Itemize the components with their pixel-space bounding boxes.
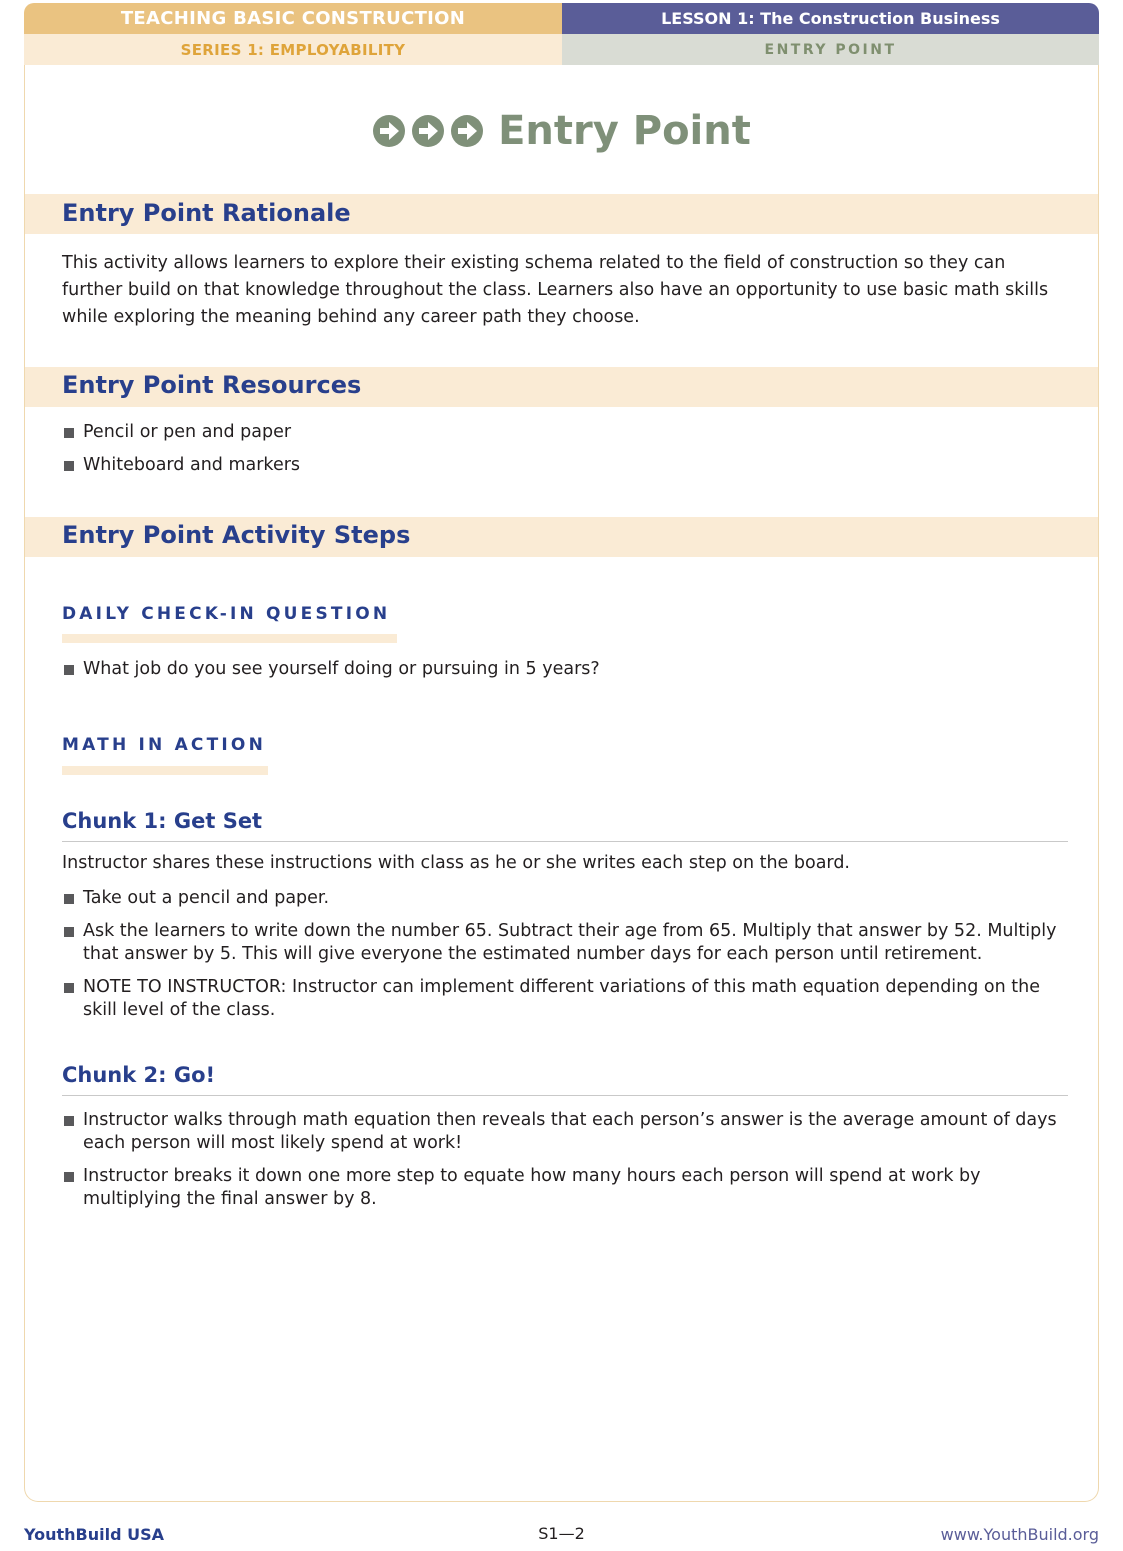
course-title: TEACHING BASIC CONSTRUCTION — [24, 3, 562, 34]
list-item: Ask the learners to write down the number 65. Subtract their age from 65. Multiply that answer by 52. Multiply that answer by 5. This will give everyone the estimated number days for each person until retirement. — [62, 920, 1062, 966]
series-title: SERIES 1: EMPLOYABILITY — [24, 34, 562, 65]
page-title — [0, 108, 1123, 154]
arrow-circle-right-icon — [411, 114, 445, 148]
chunk1-list — [62, 887, 1062, 1032]
checkin-heading: DAILY CHECK-IN QUESTION — [62, 604, 391, 624]
footer-org: YouthBuild USA — [24, 1525, 165, 1544]
rationale-heading: Entry Point Rationale — [62, 199, 351, 227]
footer-url-link[interactable]: www.YouthBuild.org — [940, 1525, 1099, 1544]
section-label: ENTRY POINT — [562, 34, 1099, 65]
list-item: What job do you see yourself doing or pursuing in 5 years? — [62, 658, 1062, 681]
chunk1-intro: Instructor shares these instructions with class as he or she writes each step on the board. — [62, 853, 850, 873]
heading-underline — [62, 766, 268, 775]
activity-heading: Entry Point Activity Steps — [62, 521, 411, 549]
page-title-text: Entry Point — [498, 108, 751, 154]
rationale-text: This activity allows learners to explore their existing schema related to the field of construction so they can further build on that knowledge throughout the class. Learners also have an opportunity to use basic math skills while exploring the meaning behind any career path they choose. — [62, 253, 1049, 327]
list-item: Pencil or pen and paper — [62, 421, 1062, 444]
list-item: NOTE TO INSTRUCTOR: Instructor can implement different variations of this math equation depending on the skill level of the class. — [62, 976, 1062, 1022]
page-header — [24, 3, 1099, 65]
chunk2-title: Chunk 2: Go! — [62, 1063, 216, 1087]
divider — [62, 1095, 1068, 1096]
arrow-circle-right-icon — [372, 114, 484, 148]
lesson-title: LESSON 1: The Construction Business — [562, 3, 1099, 34]
heading-underline — [62, 634, 397, 643]
arrow-circle-right-icon — [450, 114, 484, 148]
chunk1-title: Chunk 1: Get Set — [62, 809, 263, 833]
checkin-list — [62, 658, 1062, 691]
math-heading: MATH IN ACTION — [62, 735, 267, 755]
list-item: Instructor walks through math equation then reveals that each person’s answer is the average amount of days each person will most likely spend at work! — [62, 1109, 1062, 1155]
list-item: Take out a pencil and paper. — [62, 887, 1062, 910]
divider — [62, 841, 1068, 842]
chunk2-list — [62, 1109, 1062, 1221]
list-item: Instructor breaks it down one more step to equate how many hours each person will spend at work by multiplying the final answer by 8. — [62, 1165, 1062, 1211]
resources-heading: Entry Point Resources — [62, 371, 362, 399]
list-item: Whiteboard and markers — [62, 454, 1062, 477]
arrow-circle-right-icon — [372, 114, 406, 148]
resources-list — [62, 421, 1062, 487]
page-number: S1—2 — [538, 1524, 585, 1543]
